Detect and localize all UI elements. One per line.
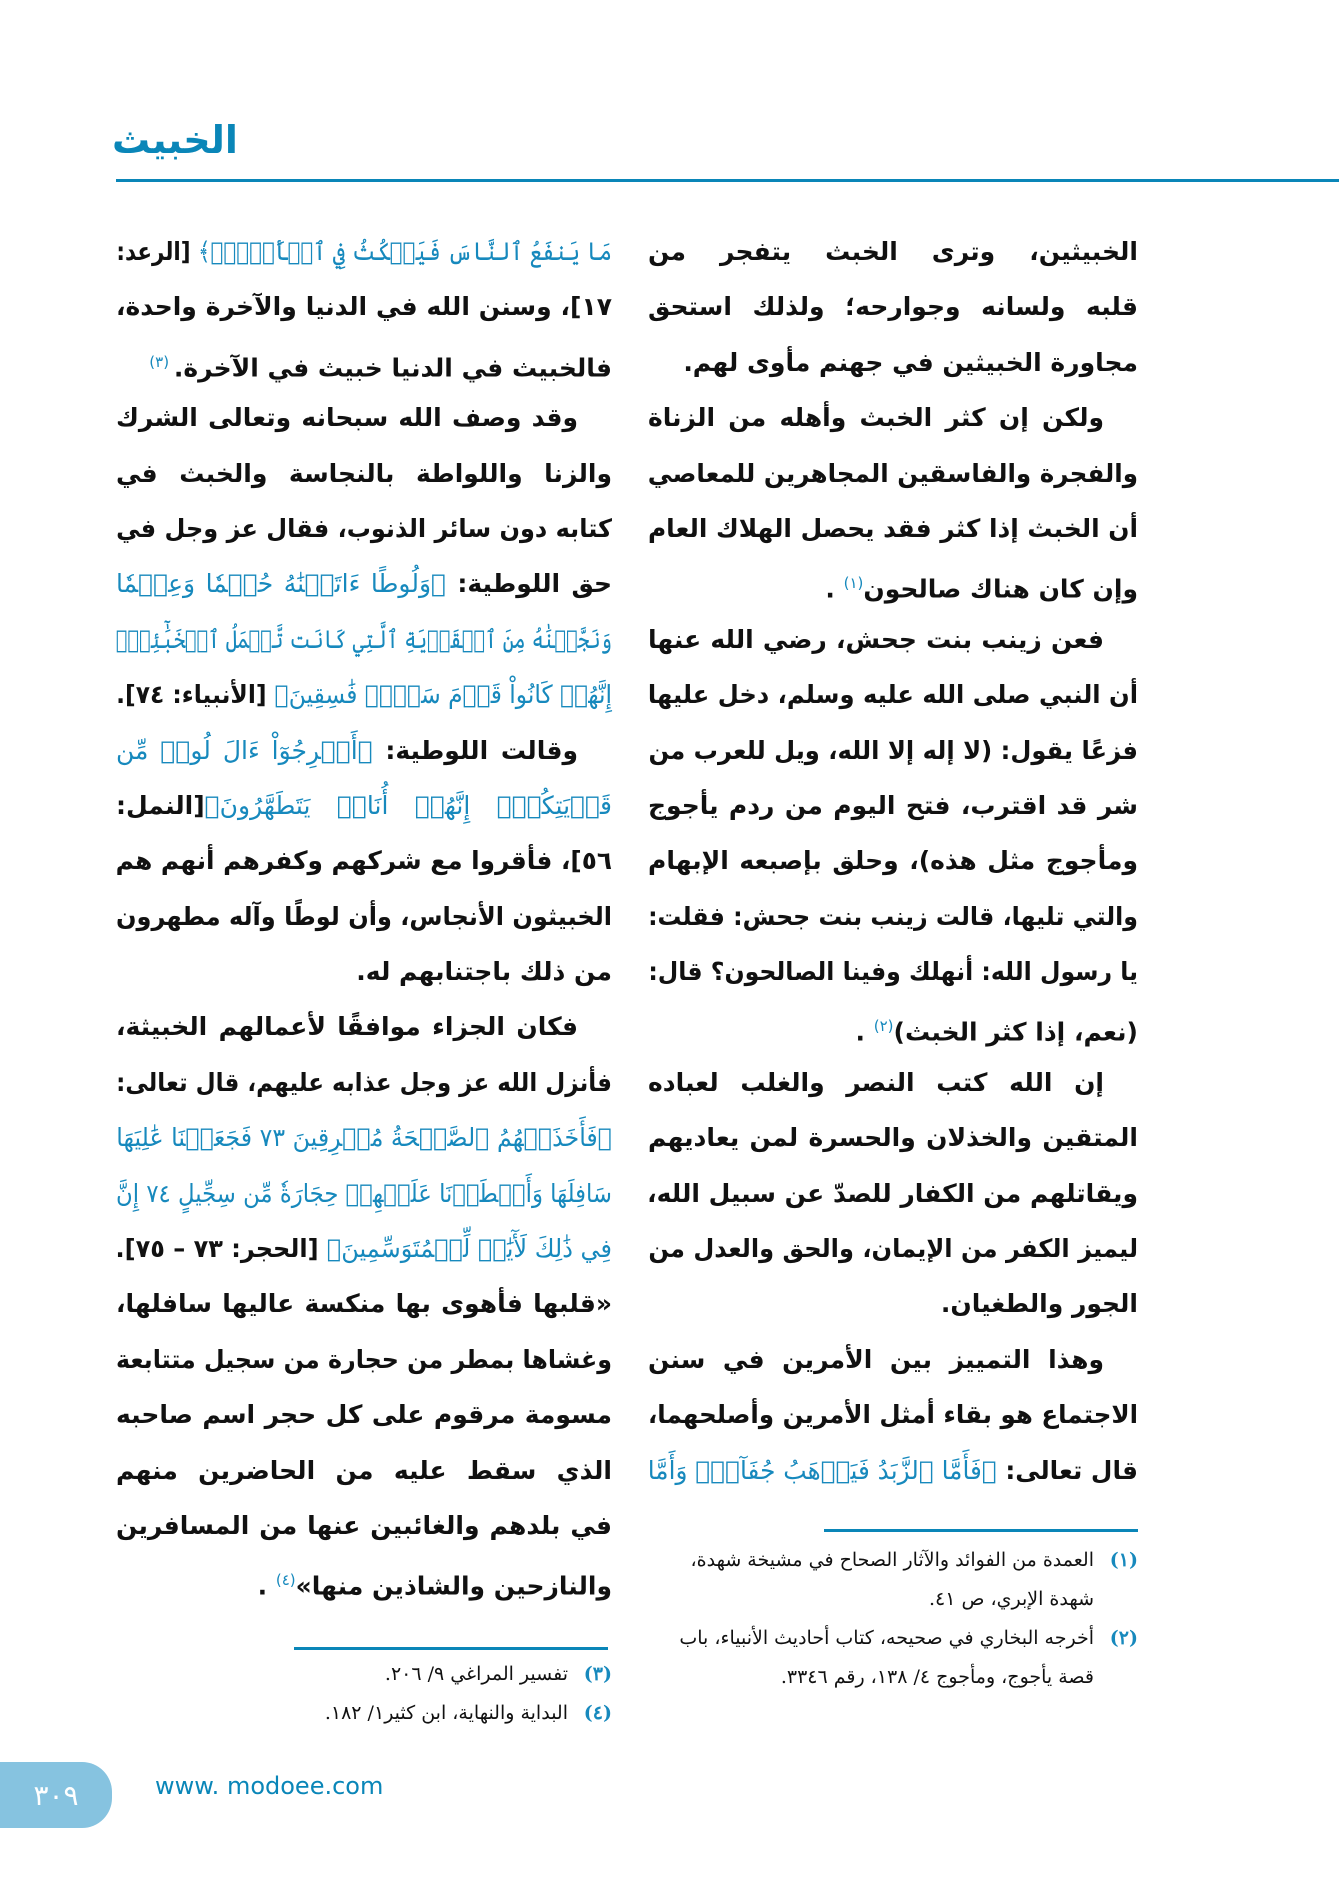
page-title: الخبيث xyxy=(112,118,238,162)
text-line xyxy=(647,1443,1138,1498)
footnote-text: العمدة من الفوائد والآثار الصحاح في مشيخة شهدة، شهدة الإبري، ص ٤١. xyxy=(690,1549,1094,1610)
text-line xyxy=(648,1055,1138,1110)
text-line xyxy=(647,446,1138,501)
page-number-tab xyxy=(0,1762,112,1828)
body-text: الجور والطغيان. xyxy=(940,1289,1138,1319)
right-text-column xyxy=(648,224,1138,1498)
footnote-number: (١) xyxy=(1109,1549,1138,1571)
body-text: كتابه دون سائر الذنوب، فقال عز وجل في xyxy=(116,513,612,543)
body-text: (نعم، إذا كثر الخبث) xyxy=(893,1017,1138,1047)
footnote-number: (٣) xyxy=(583,1663,612,1685)
text-line xyxy=(116,1166,613,1221)
footnote-text: أخرجه البخاري في صحيحه، كتاب أحاديث الأنبياء، باب قصة يأجوج، ومأجوج ٤/ ١٣٨، رقم ٣٣٤٦. xyxy=(679,1627,1094,1688)
quran-verse: مَا يَنفَعُ ٱلنَّاسَ فَيَمۡكُثُ فِي ٱلۡأَرۡضِۚ﴾ xyxy=(198,237,612,266)
text-line xyxy=(648,723,1138,778)
text-line xyxy=(647,1387,1138,1442)
quran-verse: ﴿فَأَمَّا ٱلزَّبَدُ فَيَذۡهَبُ جُفَآءٗۖ وَأَمَّا xyxy=(647,1455,997,1485)
footnote-ref: (٢) xyxy=(873,1017,894,1036)
body-text: فزعًا يقول: (لا إله إلا الله، ويل للعرب من xyxy=(648,735,1138,765)
body-text: [الأنبياء: ٧٤]. xyxy=(116,680,275,710)
text-line xyxy=(647,667,1138,722)
text-line xyxy=(115,1221,612,1276)
text-line xyxy=(115,833,612,888)
body-text: أن الخبث إذا كثر فقد يحصل الهلاك العام xyxy=(647,513,1138,543)
body-text: المتقين والخذلان والحسرة لمن يعاديهم xyxy=(648,1123,1138,1153)
footnote-number: (٢) xyxy=(1109,1627,1138,1649)
footnote-ref: (١) xyxy=(843,574,864,593)
body-text: فعن زينب بنت جحش، رضي الله عنها xyxy=(648,624,1104,654)
footnote-divider-right xyxy=(824,1529,1138,1532)
quran-verse: سَافِلَهَا وَأَمۡطَرۡنَا عَلَيۡهِمۡ حِجَارَةٗ مِّن سِجِّيلٍ ٧٤ إِنَّ xyxy=(116,1178,613,1208)
body-text: وقالت اللوطية: xyxy=(372,735,578,765)
footnote-ref: (٣) xyxy=(149,352,174,371)
body-text: . xyxy=(825,574,844,604)
text-line xyxy=(116,1055,613,1110)
body-text: ولكن إن كثر الخبث وأهله من الزناة xyxy=(648,403,1104,433)
footnote xyxy=(648,1619,1138,1697)
body-text: [الرعد: xyxy=(116,237,199,266)
body-text: الخبيثون الأنجاس، وأن لوطًا وآله مطهرون xyxy=(116,901,612,931)
body-text: أن النبي صلى الله عليه وسلم، دخل عليها xyxy=(647,680,1138,710)
website-url: www. modoee.com xyxy=(155,1772,384,1800)
text-line xyxy=(116,889,612,944)
footnote-text: البداية والنهاية، ابن كثير١/ ١٨٢. xyxy=(324,1702,568,1724)
header-divider xyxy=(116,179,1339,182)
footnote xyxy=(116,1655,612,1694)
body-text: إن الله كتب النصر والغلب لعباده xyxy=(648,1067,1104,1097)
text-line xyxy=(116,501,612,556)
body-text: والنازحين والشاذين منها» xyxy=(295,1571,612,1601)
body-text: والتي تليها، قالت زينب بنت جحش: فقلت: xyxy=(648,901,1138,931)
body-text: ٥٦]، فأقروا مع شركهم وكفرهم أنهم هم xyxy=(115,846,612,876)
body-text: وإن كان هناك صالحون xyxy=(863,574,1138,604)
body-text: مسومة مرقوم على كل حجر اسم صاحبه xyxy=(116,1400,612,1430)
body-text: ومأجوج مثل هذه)، وحلق بإصبعه الإبهام xyxy=(648,846,1138,876)
text-line xyxy=(648,833,1138,888)
text-line xyxy=(648,999,1138,1054)
body-text: والفجرة والفاسقين المجاهرين للمعاصي xyxy=(647,458,1138,488)
text-line xyxy=(648,556,1138,611)
page-number: ٣٠٩ xyxy=(33,1778,79,1812)
text-line xyxy=(648,335,1138,390)
body-text: شر قد اقترب، فتح اليوم من ردم يأجوج xyxy=(648,790,1138,820)
text-line xyxy=(648,612,1138,667)
body-text: [النمل: xyxy=(116,790,205,820)
text-line xyxy=(116,723,612,778)
footnote xyxy=(648,1541,1138,1619)
left-text-column xyxy=(116,224,612,1609)
text-line xyxy=(116,224,612,279)
body-text: وهذا التمييز بين الأمرين في سنن xyxy=(648,1344,1104,1374)
body-text: يا رسول الله: أنهلك وفينا الصالحون؟ قال: xyxy=(648,957,1138,987)
text-line xyxy=(648,1221,1138,1276)
body-text: الخبيثين، وترى الخبث يتفجر من xyxy=(648,237,1138,266)
body-text: فكان الجزاء موافقًا لأعمالهم الخبيثة، xyxy=(116,1012,578,1042)
text-line xyxy=(116,1498,612,1553)
text-line xyxy=(648,1276,1138,1331)
body-text: وغشاها بمطر من حجارة من سجيل متتابعة xyxy=(115,1344,613,1374)
text-line xyxy=(116,1553,612,1608)
text-line xyxy=(116,778,612,833)
text-line xyxy=(116,1110,612,1165)
body-text: في بلدهم والغائبين عنها من المسافرين xyxy=(116,1510,612,1540)
text-line xyxy=(648,1166,1138,1221)
text-line xyxy=(648,1110,1138,1165)
text-line xyxy=(648,944,1138,999)
quran-verse: فِي ذَٰلِكَ لَأٓيَٰتٖ لِّلۡمُتَوَسِّمِينَ﴾ xyxy=(326,1234,612,1264)
text-line xyxy=(648,224,1138,279)
text-line xyxy=(115,612,612,667)
text-line xyxy=(648,390,1138,445)
quran-verse: ﴿أَخۡرِجُوٓاْ ءَالَ لُوطٖ مِّن xyxy=(116,735,373,765)
text-line xyxy=(647,501,1138,556)
body-text: الاجتماع هو بقاء أمثل الأمرين وأصلحهما، xyxy=(647,1400,1138,1430)
quran-verse: إِنَّهُمۡ كَانُواْ قَوۡمَ سَوۡءٖ فَٰسِقِينَ﴾ xyxy=(274,680,612,710)
footnotes-right xyxy=(648,1541,1138,1697)
body-text: وقد وصف الله سبحانه وتعالى الشرك xyxy=(116,403,578,433)
text-line xyxy=(648,279,1138,334)
text-line xyxy=(116,1387,612,1442)
footnote-text: تفسير المراغي ٩/ ٢٠٦. xyxy=(384,1663,568,1685)
text-line xyxy=(116,390,612,445)
footnote-number: (٤) xyxy=(583,1702,612,1724)
text-line xyxy=(648,778,1138,833)
text-line xyxy=(116,999,612,1054)
text-line xyxy=(648,1332,1138,1387)
text-line xyxy=(116,944,612,999)
body-text: من ذلك باجتنابهم له. xyxy=(356,957,612,987)
body-text: فالخبيث في الدنيا خبيث في الآخرة. xyxy=(173,353,612,383)
text-line xyxy=(116,446,612,501)
footnote xyxy=(116,1694,612,1733)
quran-verse: ﴿وَلُوطًا ءَاتَيۡنَٰهُ حُكۡمٗا وَعِلۡمٗا xyxy=(116,569,447,599)
body-text: . xyxy=(855,1017,874,1047)
text-line xyxy=(116,279,612,334)
text-line xyxy=(116,1276,612,1331)
body-text: قال تعالى: xyxy=(996,1455,1138,1485)
text-line xyxy=(115,1332,613,1387)
quran-verse: قَرۡيَتِكُمۡۖ إِنَّهُمۡ أُنَاسٞ يَتَطَهَّرُونَ﴾ xyxy=(204,790,612,820)
text-line xyxy=(648,889,1138,944)
body-text: قلبه ولسانه وجوارحه؛ ولذلك استحق xyxy=(648,292,1138,322)
body-text: مجاورة الخبيثين في جهنم مأوى لهم. xyxy=(683,347,1138,377)
quran-verse: ﴿فَأَخَذَتۡهُمُ ٱلصَّيۡحَةُ مُشۡرِقِينَ ٧٣ فَجَعَلۡنَا عَٰلِيَهَا xyxy=(116,1123,612,1153)
quran-verse: وَنَجَّيۡنَٰهُ مِنَ ٱلۡقَرۡيَةِ ٱلَّتِي كَانَت تَّعۡمَلُ ٱلۡخَبَٰٓئِثَۚ xyxy=(115,624,612,654)
body-text: [الحجر: ٧٣ – ٧٥]. xyxy=(115,1234,327,1264)
body-text: الذي سقط عليه من الحاضرين منهم xyxy=(116,1455,612,1485)
body-text: . xyxy=(257,1571,276,1601)
text-line xyxy=(116,556,612,611)
body-text: ليميز الكفر من الإيمان، والحق والعدل من xyxy=(648,1234,1138,1264)
body-text: والزنا واللواطة بالنجاسة والخبث في xyxy=(116,458,612,488)
text-line xyxy=(116,1443,612,1498)
text-line xyxy=(116,335,612,390)
body-text: ١٧]، وسنن الله في الدنيا والآخرة واحدة، xyxy=(116,292,612,322)
footnotes-left xyxy=(116,1655,612,1733)
footnote-divider-left xyxy=(294,1647,608,1650)
body-text: فأنزل الله عز وجل عذابه عليهم، قال تعالى: xyxy=(116,1067,613,1097)
body-text: «قلبها فأهوى بها منكسة عاليها سافلها، xyxy=(116,1289,612,1319)
body-text: ويقاتلهم من الكفار للصدّ عن سبيل الله، xyxy=(647,1178,1138,1208)
body-text: حق اللوطية: xyxy=(446,569,612,599)
footnote-ref: (٤) xyxy=(275,1571,296,1590)
text-line xyxy=(116,667,612,722)
